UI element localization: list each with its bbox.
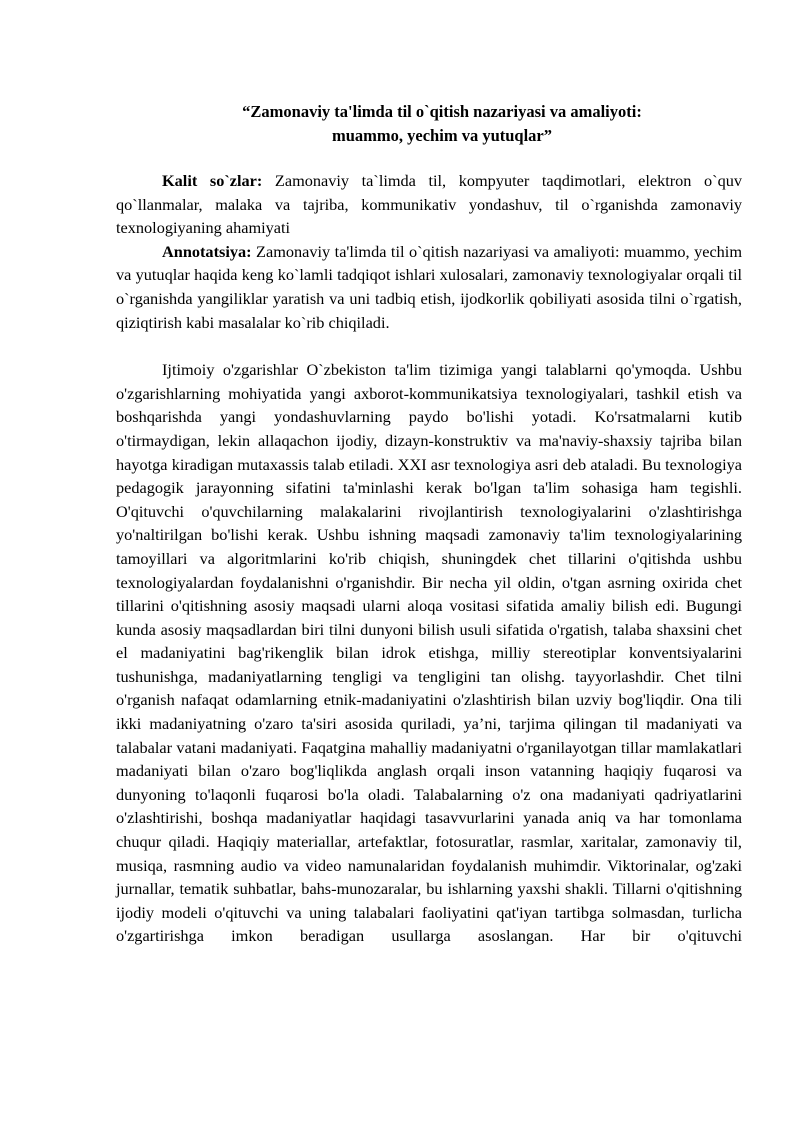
body-paragraph: Ijtimoiy o'zgarishlar O`zbekiston ta'lim tizimiga yangi talablarni qo'ymoqda. Ushbu o'zgarishlarning mohiyatida yangi axborot-kommunikatsiya texnologiyalari, tashkil etish va boshqarishda yangi yondashuvlarning paydo bo'lishi yotadi. Ko'rsatmalarni kutib o'tirmaydigan, lekin allaqachon ijodiy, dizayn-konstruktiv va ma'naviy-shaxsiy tajriba bilan hayotga kiradigan mutaxassis talab etiladi. XXI asr texnologiya asri deb ataladi. Bu texnologiya pedagogik jarayonning sifatini ta'minlashi kerak bo'lgan ta'lim sohasiga ham tegishli. O'qituvchi o'quvchilarning malakalarini rivojlantirish texnologiyalarini o'zlashtirishga yo'naltirilgan bo'lishi kerak. Ushbu ishning maqsadi zamonaviy ta'lim texnologiyalarining tamoyillari va algoritmlarini ko'rib chiqish, shuningdek chet tillarini o'qitishda ushbu texnologiyalardan foydalanishni o'rganishdir. Bir necha yil oldin, o'tgan asrning oxirida chet tillarini o'qitishning asosiy maqsadi ularni aloqa vositasi sifatida amaliy bilish edi. Bugungi kunda asosiy maqsadlardan biri tilni dunyoni bilish usuli sifatida o'rgatish, talaba shaxsini chet el madaniyatini bag'rikenglik bilan idrok etishga, milliy stereotiplar konventsiyalarini tushunishga, madaniyatlarning tengligi va tengligini tan olishg. tayyorlashdir. Chet tilni o'rganish nafaqat odamlarning etnik-madaniyatini o'zlashtirish bilan uzviy bog'liqdir. Ona tili ikki madaniyatning o'zaro ta'siri asosida quriladi, ya’ni, tarjima qilingan til madaniyati va talabalar vatani madaniyati. Faqatgina mahalliy madaniyatni o'rganilayotgan tillar mamlakatlari madaniyati bilan o'zaro bog'liqlikda anglash orqali inson vatanning haqiqiy fuqarosi va dunyoning to'laqonli fuqarosi bo'la oladi. Talabalarning o'z ona madaniyati qadriyatlarini o'zlashtirishi, boshqa madaniyatlar haqidagi tasavvurlarini yanada aniq va har tomonlama chuqur qiladi. Haqiqiy materiallar, artefaktlar, fotosuratlar, rasmlar, xaritalar, zamonaviy til, musiqa, rasmning audio va video namunalaridan foydalanish muhimdir. Viktorinalar, og'zaki jurnallar, tematik suhbatlar, bahs-munozaralar, bu ishlarning yaxshi shakli. Tillarni o'qitishning ijodiy modeli o'qituvchi va uning talabalari faoliyatini qat'iyan tartibga solmasdan, turlicha o'zgartirishga imkon beradigan usullarga asoslangan. Har bir o'qituvchi: [116, 360, 742, 946]
annotation-paragraph: [116, 240, 742, 334]
keywords-paragraph: [116, 169, 742, 240]
keywords-text: Zamonaviy ta`limda til, kompyuter taqdimotlari, elektron o`quv qo`llanmalar, malaka va tajriba, kommunikativ yondashuv, til o`rganishda zamonaviy texnologiyaning ahamiyati: [116, 171, 743, 238]
title-line-2: muammo, yechim va yutuqlar”: [332, 125, 552, 145]
document-content: [116, 100, 742, 948]
title-line-1: “Zamonaviy ta'limda til o`qitish nazariyasi va amaliyoti:: [242, 102, 642, 121]
annotation-text: Zamonaviy ta'limda til o`qitish nazariyasi va amaliyoti: muammo, yechim va yutuqlar haqida keng ko`lamli tadqiqot ishlari xulosalari, zamonaviy texnologiyalar orqali til o`rganishda yangiliklar yaratish va uni tadbiq etish, ijodkorlik qobiliyati asosida tilni o`rgatish, qiziqtirish kabi masalalar ko`rib chiqiladi.: [116, 241, 742, 332]
keywords-label: Kalit so`zlar:: [162, 171, 263, 190]
paragraph-gap: [116, 334, 742, 358]
document-title: [116, 100, 742, 147]
annotation-label: Annotatsiya:: [162, 241, 252, 261]
